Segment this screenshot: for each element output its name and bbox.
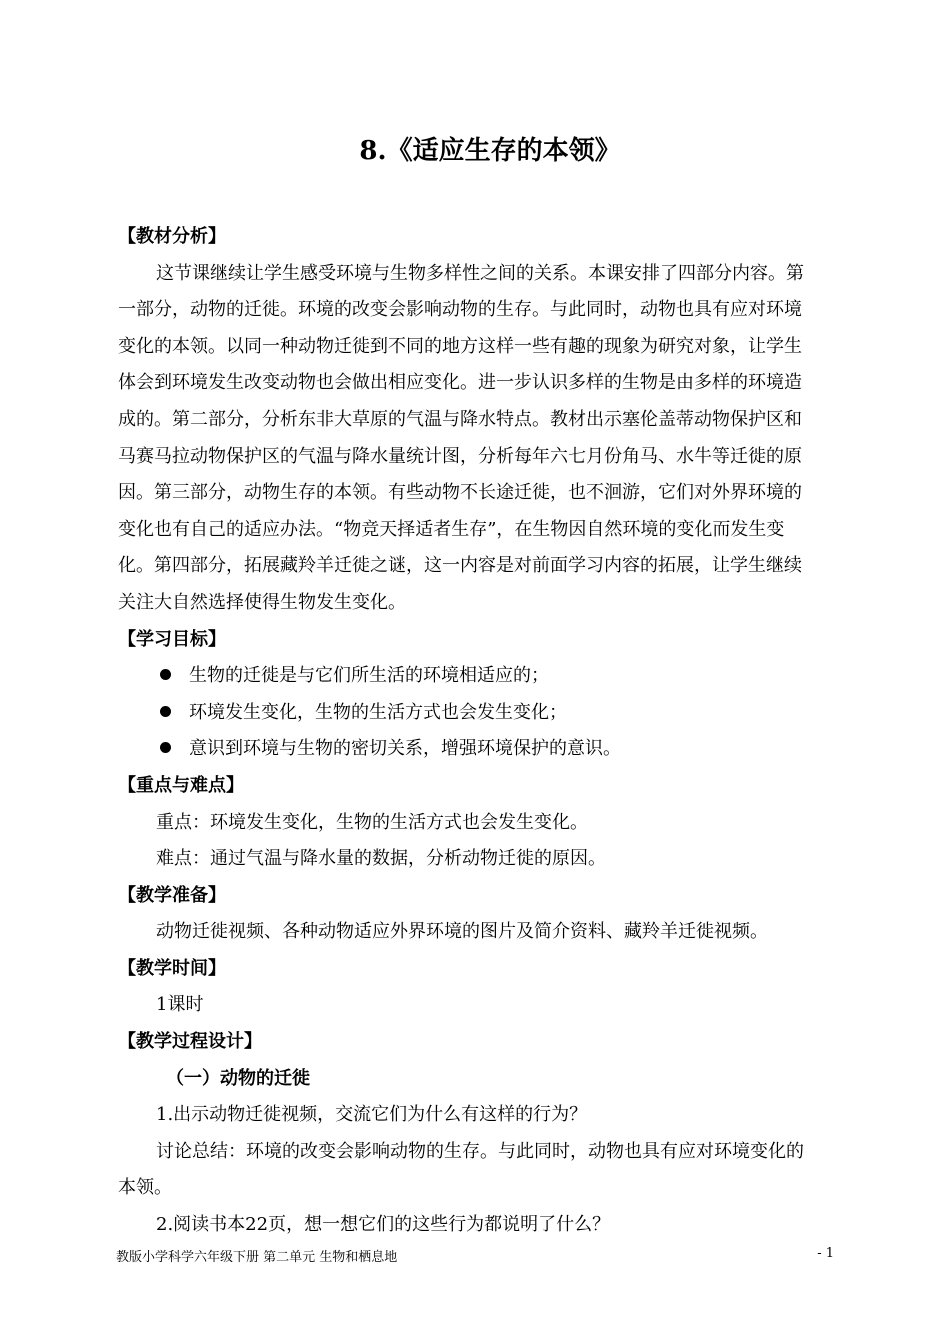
process-line: 2.阅读书本22页，想一想它们的这些行为都说明了什么？ (156, 1214, 611, 1236)
process-line: 1.出示动物迁徙视频，交流它们为什么有这样的行为？ (156, 1104, 588, 1126)
paragraph-line: 变化也有自己的适应办法。“物竞天择适者生存”，在生物因自然环境的变化而发生变 (118, 518, 785, 540)
paragraph-line: 这节课继续让学生感受环境与生物多样性之间的关系。本课安排了四部分内容。第 (156, 262, 804, 284)
paragraph-line: 因。第三部分，动物生存的本领。有些动物不长途迁徙，也不洄游，它们对外界环境的 (118, 482, 802, 504)
paragraph-line: 变化的本领。以同一种动物迁徙到不同的地方这样一些有趣的现象为研究对象，让学生 (118, 335, 802, 357)
paragraph-line: 一部分，动物的迁徙。环境的改变会影响动物的生存。与此同时，动物也具有应对环境 (118, 299, 802, 321)
goal-text: 意识到环境与生物的密切关系，增强环境保护的意识。 (189, 738, 621, 760)
time-text: 1课时 (156, 994, 204, 1016)
paragraph-line: 马赛马拉动物保护区的气温与降水量统计图，分析每年六七月份角马、水牛等迁徙的原 (118, 445, 802, 467)
section-heading-process: 【教学过程设计】 (118, 1031, 262, 1053)
process-line: 本领。 (118, 1177, 172, 1199)
goal-text: 生物的迁徙是与它们所生活的环境相适应的； (189, 665, 549, 687)
goal-item (118, 658, 858, 695)
section-heading-goals: 【学习目标】 (118, 628, 226, 650)
page-footer (116, 1246, 834, 1265)
page-title: 8.《适应生存的本领》 (359, 136, 621, 166)
paragraph-line: 关注大自然选择使得生物发生变化。 (118, 591, 406, 613)
paragraph-line: 体会到环境发生改变动物也会做出相应变化。进一步认识多样的生物是由多样的环境造 (118, 372, 802, 394)
preparation-text: 动物迁徙视频、各种动物适应外界环境的图片及简介资料、藏羚羊迁徙视频。 (156, 921, 768, 943)
key-point: 重点：环境发生变化，生物的生活方式也会发生变化。 (156, 811, 588, 833)
bullet-icon (160, 706, 171, 717)
goal-text: 环境发生变化，生物的生活方式也会发生变化； (189, 701, 567, 723)
goal-item (118, 695, 858, 732)
section-heading-time: 【教学时间】 (118, 957, 226, 979)
document-body (118, 219, 858, 1244)
footer-text: 教版小学科学六年级下册 第二单元 生物和栖息地 (116, 1250, 398, 1265)
goal-item (118, 731, 858, 768)
process-subheading: （一）动物的迁徙 (166, 1067, 310, 1089)
process-line: 讨论总结：环境的改变会影响动物的生存。与此同时，动物也具有应对环境变化的 (156, 1140, 804, 1162)
paragraph-line: 化。第四部分，拓展藏羚羊迁徙之谜，这一内容是对前面学习内容的拓展，让学生继续 (118, 555, 802, 577)
bullet-icon (160, 742, 171, 753)
page-number: - 1 (817, 1246, 834, 1261)
section-heading-preparation: 【教学准备】 (118, 884, 226, 906)
section-heading-analysis: 【教材分析】 (118, 226, 226, 247)
section-heading-key-points: 【重点与难点】 (118, 774, 244, 796)
difficulty: 难点：通过气温与降水量的数据，分析动物迁徙的原因。 (156, 848, 606, 870)
paragraph-line: 成的。第二部分，分析东非大草原的气温与降水特点。教材出示塞伦盖蒂动物保护区和 (118, 408, 802, 430)
bullet-icon (160, 669, 171, 680)
